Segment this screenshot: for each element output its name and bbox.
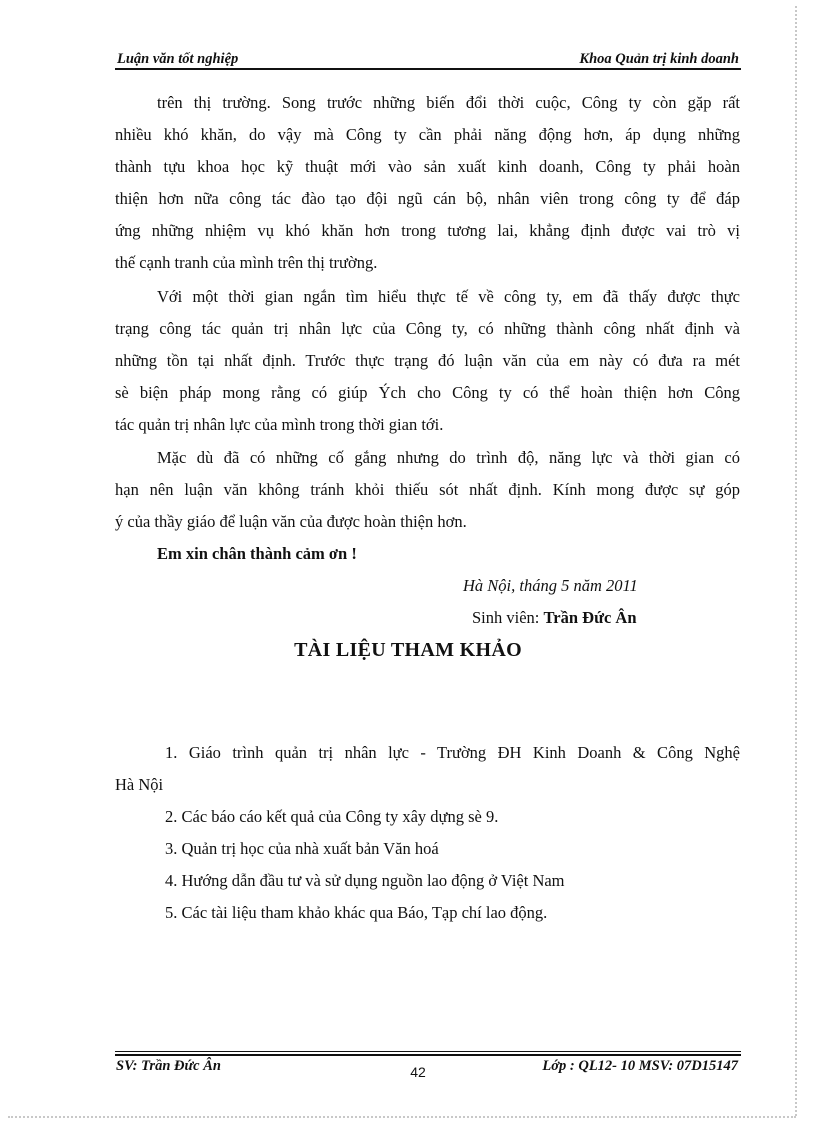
page-edge-bottom xyxy=(8,1116,796,1118)
footer-class-id: Lớp : QL12- 10 MSV: 07D15147 xyxy=(542,1058,738,1074)
text-line: nhiều khó khăn, do vậy mà Công ty cần phải năng động hơn, áp dụng những xyxy=(115,125,740,144)
signer-label: Sinh viên: xyxy=(472,608,540,627)
signature-block xyxy=(472,607,637,629)
footer-student: SV: Trần Đức Ân xyxy=(116,1058,221,1074)
text-line: ứng những nhiệm vụ khó khăn hơn trong tương lai, khẳng định được vai trò vị xyxy=(115,221,740,240)
page-header xyxy=(115,49,741,69)
header-rule xyxy=(115,68,741,70)
text-line: ý của thầy giáo để luận văn của được hoàn thiện hơn. xyxy=(115,512,467,531)
page-number: 42 xyxy=(410,1064,426,1080)
text-line: thiện hơn nữa công tác đào tạo đội ngũ cán bộ, nhân viên trong công ty để đáp xyxy=(115,189,740,208)
reference-item-continued: Hà Nội xyxy=(115,775,164,794)
text-line: sè biện pháp mong rằng có giúp Ých cho Công ty có thể hoàn thiện hơn Công xyxy=(115,383,740,402)
date-line: Hà Nội, tháng 5 năm 2011 xyxy=(463,576,638,595)
text-line: Với một thời gian ngắn tìm hiểu thực tế về công ty, em đã thấy được thực xyxy=(157,287,740,306)
reference-item: 4. Hướng dẫn đầu tư và sử dụng nguồn lao động ở Việt Nam xyxy=(165,871,565,890)
header-faculty-label: Khoa Quản trị kinh doanh xyxy=(579,51,739,67)
footer-rule xyxy=(115,1051,741,1052)
references-title: TÀI LIỆU THAM KHẢO xyxy=(294,639,522,661)
header-thesis-label: Luận văn tốt nghiệp xyxy=(117,51,239,67)
thanks-line: Em xin chân thành cảm ơn ! xyxy=(157,544,357,563)
text-line: hạn nên luận văn không tránh khỏi thiếu sót nhất định. Kính mong được sự góp xyxy=(115,480,740,499)
page-edge-right xyxy=(795,6,797,1116)
text-line: trên thị trường. Song trước những biến đổi thời cuộc, Công ty còn gặp rất xyxy=(157,93,740,112)
text-line: thế cạnh tranh của mình trên thị trường. xyxy=(115,253,378,272)
reference-item: 2. Các báo cáo kết quả của Công ty xây dựng sè 9. xyxy=(165,807,499,826)
text-line: những tồn tại nhất định. Trước thực trạng đó luận văn của em này có đưa ra mét xyxy=(115,351,740,370)
signer-name: Trần Đức Ân xyxy=(543,608,637,627)
text-line: thành tựu khoa học kỹ thuật mới vào sản xuất kinh doanh, Công ty phải hoàn xyxy=(115,157,740,176)
reference-item: 5. Các tài liệu tham khảo khác qua Báo, Tạp chí lao động. xyxy=(165,903,548,922)
text-line: Mặc dù đã có những cố gắng nhưng do trình độ, năng lực và thời gian có xyxy=(157,448,740,467)
text-line: trạng công tác quản trị nhân lực của Công ty, có những thành công nhất định và xyxy=(115,319,740,338)
reference-item: 3. Quản trị học của nhà xuất bản Văn hoá xyxy=(165,839,439,858)
reference-item: 1. Giáo trình quản trị nhân lực - Trường ĐH Kinh Doanh & Công Nghệ xyxy=(165,743,740,762)
text-line: tác quản trị nhân lực của mình trong thời gian tới. xyxy=(115,415,444,434)
footer-rule-thick xyxy=(115,1054,741,1056)
